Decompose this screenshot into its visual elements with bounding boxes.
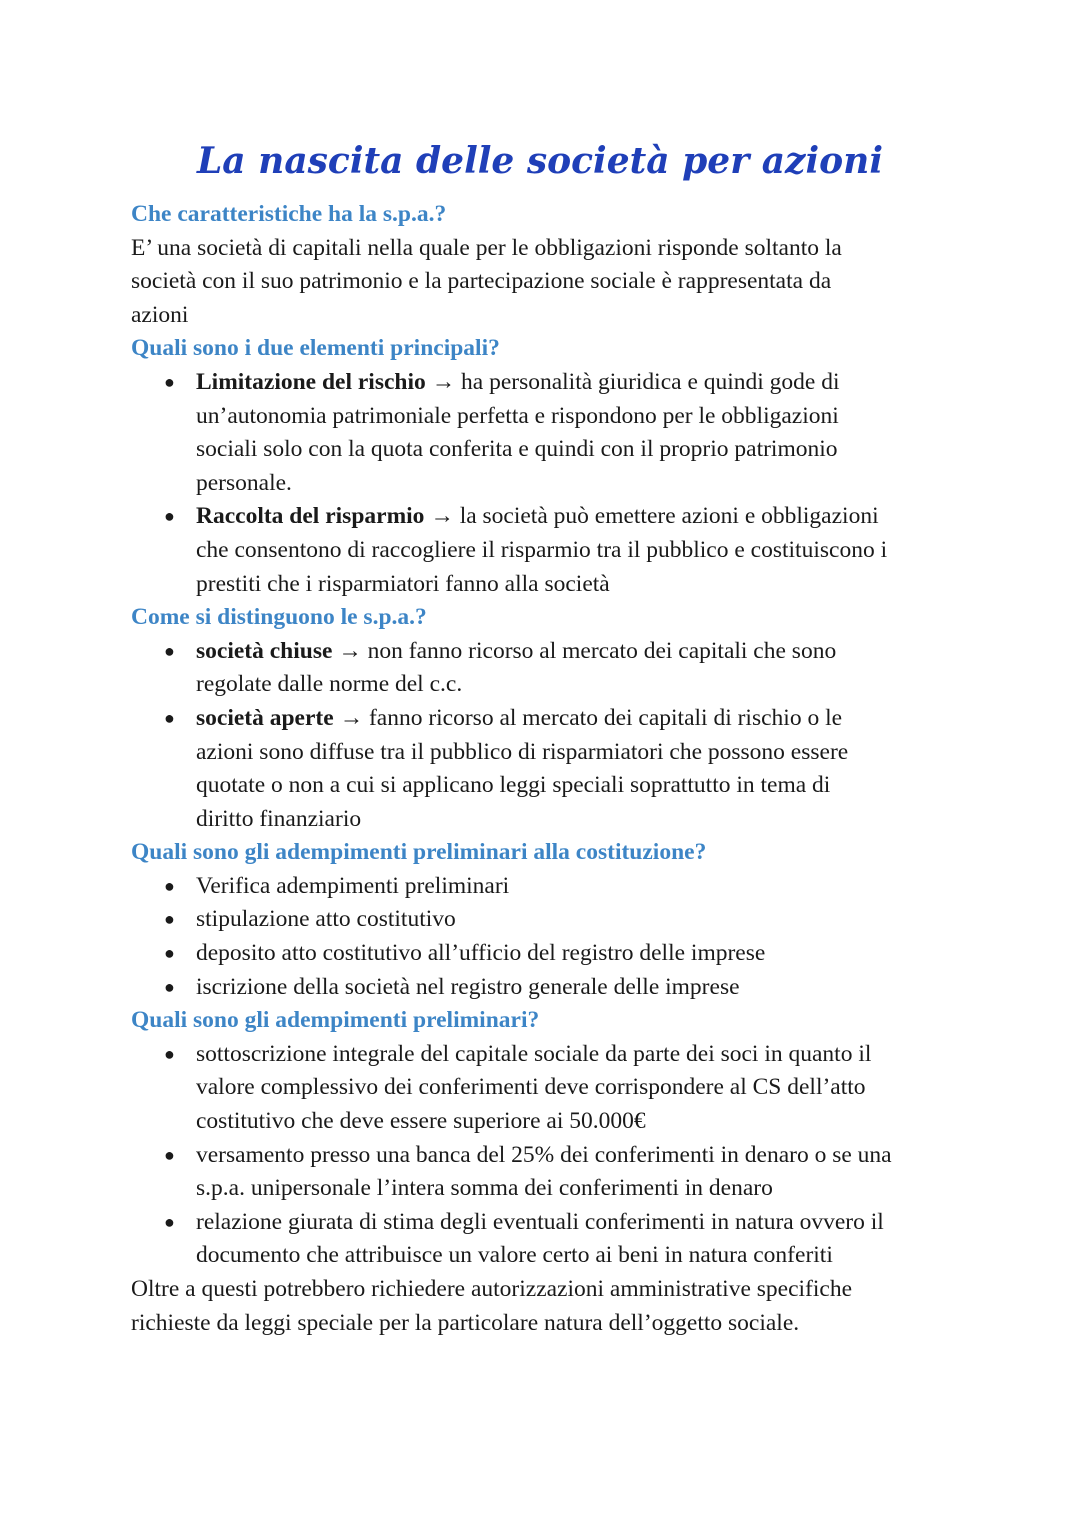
bullet-icon: ● [164, 707, 175, 728]
list-item-line [196, 433, 961, 467]
list-item-line [196, 769, 961, 803]
list-item-text: → fanno ricorso al mercato dei capitali di rischio o le [333, 704, 843, 731]
list-item-text: Verifica adempimenti preliminari [196, 872, 510, 899]
list-item-text: sociali solo con la quota conferita e quindi con il proprio patrimonio [196, 436, 838, 463]
list-item-line [196, 870, 961, 904]
closing-line: Oltre a questi potrebbero richiedere autorizzazioni amministrative specifiche [131, 1276, 853, 1302]
list-item-text: → ha personalità giuridica e quindi gode di [425, 368, 840, 395]
paragraph-line: azioni [131, 301, 189, 328]
list-item-text: deposito atto costitutivo all’ufficio del registro delle imprese [196, 940, 766, 967]
page-title: La nascita delle società per azioni [196, 140, 884, 182]
list-item-text: valore complessivo dei conferimenti deve corrispondere al CS dell’atto [196, 1074, 866, 1101]
paragraph-line: E’ una società di capitali nella quale per le obbligazioni risponde soltanto la [131, 234, 842, 261]
list-item-text: costitutivo che deve essere superiore ai 50.000€ [196, 1108, 646, 1135]
list-item-line [196, 366, 961, 400]
list-item-line [196, 971, 961, 1005]
list-item-term: società aperte [196, 704, 334, 731]
list-item-text: stipulazione atto costitutivo [196, 906, 456, 933]
list-item [164, 1206, 961, 1273]
list-item-line [196, 467, 961, 501]
list-item-text: versamento presso una banca del 25% dei conferimenti in denaro o se una [196, 1141, 892, 1168]
section-question: Quali sono gli adempimenti preliminari alla costituzione? [131, 839, 707, 866]
list-item-line [196, 937, 961, 971]
list-item [164, 635, 961, 702]
list-item-text: sottoscrizione integrale del capitale sociale da parte dei soci in quanto il [196, 1040, 872, 1067]
list-item-text: iscrizione della società nel registro generale delle imprese [196, 973, 740, 1000]
list-item-text: che consentono di raccogliere il risparmio tra il pubblico e costituiscono i [196, 536, 888, 563]
list-item-line [196, 702, 961, 736]
section-question: Che caratteristiche ha la s.p.a.? [131, 201, 447, 227]
bullet-icon: ● [164, 1043, 175, 1064]
list-item-text: documento che attribuisce un valore certo ai beni in natura conferiti [196, 1242, 833, 1269]
list-item-text: un’autonomia patrimoniale perfetta e rispondono per le obbligazioni [196, 402, 839, 429]
list-item-line [196, 1038, 961, 1072]
list-item [164, 366, 961, 500]
list-item-term: società chiuse [196, 637, 333, 664]
list-item-term: Raccolta del risparmio [196, 503, 425, 530]
section-question: Come si distinguono le s.p.a.? [131, 604, 427, 631]
list-item-line [196, 1139, 961, 1173]
list-item-text: s.p.a. unipersonale l’intera somma dei conferimenti in denaro [196, 1175, 773, 1202]
list-item-line [196, 568, 961, 602]
bullet-list [131, 870, 961, 1004]
list-item-text: relazione giurata di stima degli eventuali conferimenti in natura ovvero il [196, 1208, 884, 1235]
list-item [164, 870, 961, 904]
bullet-icon: ● [164, 640, 175, 661]
list-item-line [196, 903, 961, 937]
paragraph-line: società con il suo patrimonio e la partecipazione sociale è rappresentata da [131, 268, 832, 295]
section-question: Quali sono gli adempimenti preliminari? [131, 1007, 540, 1034]
list-item [164, 1038, 961, 1139]
bullet-icon: ● [164, 1211, 175, 1232]
bullet-icon: ● [164, 506, 175, 527]
section-question: Quali sono i due elementi principali? [131, 335, 500, 362]
list-item-line [196, 668, 961, 702]
list-item-line [196, 534, 961, 568]
list-item [164, 903, 961, 937]
list-item-term: Limitazione del rischio [196, 368, 426, 395]
list-item-line [196, 400, 961, 434]
bullet-list [131, 366, 961, 601]
list-item [164, 1139, 961, 1206]
bullet-list [131, 635, 961, 837]
list-item-text: prestiti che i risparmiatori fanno alla società [196, 570, 610, 597]
list-item-line [196, 500, 961, 534]
list-item-line [196, 1105, 961, 1139]
list-item-text: azioni sono diffuse tra il pubblico di risparmiatori che possono essere [196, 738, 849, 765]
list-item-text: quotate o non a cui si applicano leggi speciali soprattutto in tema di [196, 772, 831, 799]
list-item-text: diritto finanziario [196, 805, 362, 832]
list-item-text: → la società può emettere azioni e obbligazioni [424, 503, 879, 530]
list-item-line [196, 1206, 961, 1240]
bullet-icon: ● [164, 909, 175, 930]
list-item [164, 500, 961, 601]
list-item [164, 937, 961, 971]
bullet-icon: ● [164, 371, 175, 392]
list-item [164, 971, 961, 1005]
list-item-line [196, 1071, 961, 1105]
list-item-line [196, 635, 961, 669]
list-item-text: personale. [196, 469, 292, 496]
list-item-text: regolate dalle norme del c.c. [196, 671, 463, 698]
list-item-line [196, 1172, 961, 1206]
bullet-icon: ● [164, 976, 175, 997]
document-body [131, 198, 961, 1340]
bullet-list [131, 1038, 961, 1273]
bullet-icon: ● [164, 875, 175, 896]
list-item [164, 702, 961, 836]
closing-line: richieste da leggi speciale per la particolare natura dell’oggetto sociale. [131, 1309, 800, 1336]
list-item-line [196, 1239, 961, 1273]
list-item-line [196, 736, 961, 770]
bullet-icon: ● [164, 943, 175, 964]
list-item-text: → non fanno ricorso al mercato dei capitali che sono [332, 637, 837, 664]
list-item-line [196, 803, 961, 837]
bullet-icon: ● [164, 1144, 175, 1165]
